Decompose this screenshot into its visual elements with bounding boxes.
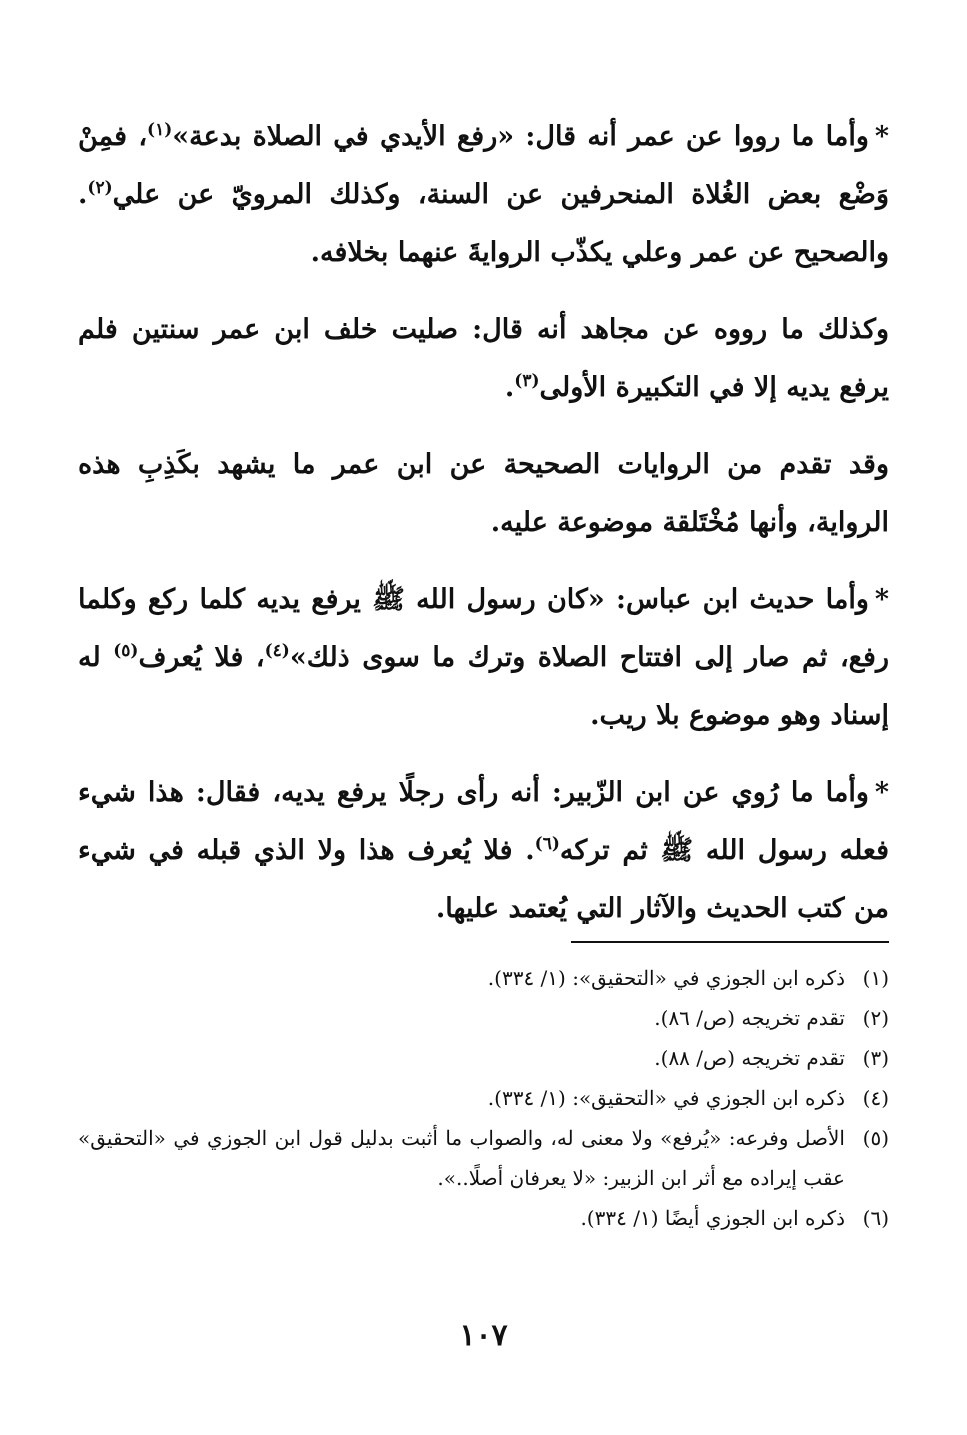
paragraph-text: له إسناد وهو موضوع بلا ريب.	[78, 642, 889, 731]
footnote-separator	[571, 941, 889, 943]
footnote-text: تقدم تخريجه (ص/ ٨٦).	[654, 1006, 845, 1030]
paragraph-3	[78, 436, 889, 552]
footnote-5	[78, 1118, 889, 1198]
paragraph-text: وأما ما رُوي عن ابن الزّبير: أنه رأى رجلًا يرفع يديه، فقال: هذا شيء فعله رسول الله ﷺ ثم تركه	[78, 777, 889, 866]
footnote-text: ذكره ابن الجوزي في «التحقيق»: (١/ ٣٣٤).	[487, 1086, 845, 1110]
footnote-number: (٣)	[862, 1046, 889, 1070]
footnote-number: (٦)	[862, 1206, 889, 1230]
footnote-4	[78, 1078, 889, 1118]
footnote-3	[78, 1038, 889, 1078]
footnote-text: الأصل وفرعه: «يُرفع» ولا معنى له، والصواب ما أثبت بدليل قول ابن الجوزي في «التحقيق» عقب إيراده مع أثر ابن الزبير: «لا يعرفان أصلًا..».	[78, 1126, 845, 1190]
paragraph-text: وأما حديث ابن عباس: «كان رسول الله ﷺ يرفع يديه كلما ركع وكلما رفع، ثم صار إلى افتتاح الصلاة وترك ما سوى ذلك»	[78, 584, 889, 673]
footnote-2	[78, 998, 889, 1038]
footnote-ref-6: (٦)	[534, 834, 560, 854]
paragraph-4	[78, 571, 889, 745]
footnote-1	[78, 958, 889, 998]
footnote-text: ذكره ابن الجوزي أيضًا (١/ ٣٣٤).	[580, 1206, 845, 1230]
asterisk-marker: *	[874, 777, 889, 808]
paragraph-2	[78, 301, 889, 417]
main-text	[78, 108, 889, 957]
page-number: ١٠٧	[459, 1318, 508, 1353]
paragraph-text: وأما ما رووا عن عمر أنه قال: «رفع الأيدي في الصلاة بدعة»	[172, 121, 869, 152]
paragraph-text: ، فمِنْ وَضْع بعض الغُلاة المنحرفين عن السنة، وكذلك المرويّ عن علي	[78, 121, 889, 210]
paragraph-1	[78, 108, 889, 282]
paragraph-text: . والصحيح عن عمر وعلي يكذّب الروايةَ عنهما بخلافه.	[78, 179, 889, 268]
asterisk-marker: *	[874, 121, 889, 152]
footnote-text: ذكره ابن الجوزي في «التحقيق»: (١/ ٣٣٤).	[487, 966, 845, 990]
footnote-ref-1: (١)	[147, 120, 173, 140]
paragraph-text: وقد تقدم من الروايات الصحيحة عن ابن عمر ما يشهد بكَذِبِ هذه الرواية، وأنها مُخْتَلقة موضوعة عليه.	[78, 449, 889, 538]
footnote-ref-4: (٤)	[264, 641, 290, 661]
footnote-number: (٢)	[862, 1006, 889, 1030]
footnotes	[78, 958, 889, 1238]
paragraph-text: .	[504, 372, 515, 403]
paragraph-text: . فلا يُعرف هذا ولا الذي قبله في شيء من كتب الحديث والآثار التي يُعتمد عليها.	[78, 835, 889, 924]
footnote-ref-2: (٢)	[87, 178, 113, 198]
footnote-ref-3: (٣)	[514, 371, 540, 391]
paragraph-text: ، فلا يُعرف	[138, 642, 265, 673]
footnote-text: تقدم تخريجه (ص/ ٨٨).	[654, 1046, 845, 1070]
paragraph-text: وكذلك ما رووه عن مجاهد أنه قال: صليت خلف ابن عمر سنتين فلم يرفع يديه إلا في التكبيرة الأولى	[78, 314, 889, 403]
footnote-6	[78, 1198, 889, 1238]
footnote-number: (٤)	[862, 1086, 889, 1110]
paragraph-5	[78, 764, 889, 938]
asterisk-marker: *	[874, 584, 889, 615]
footnote-ref-5: (٥)	[113, 641, 139, 661]
footnote-number: (١)	[862, 966, 889, 990]
footnote-number: (٥)	[862, 1126, 889, 1150]
